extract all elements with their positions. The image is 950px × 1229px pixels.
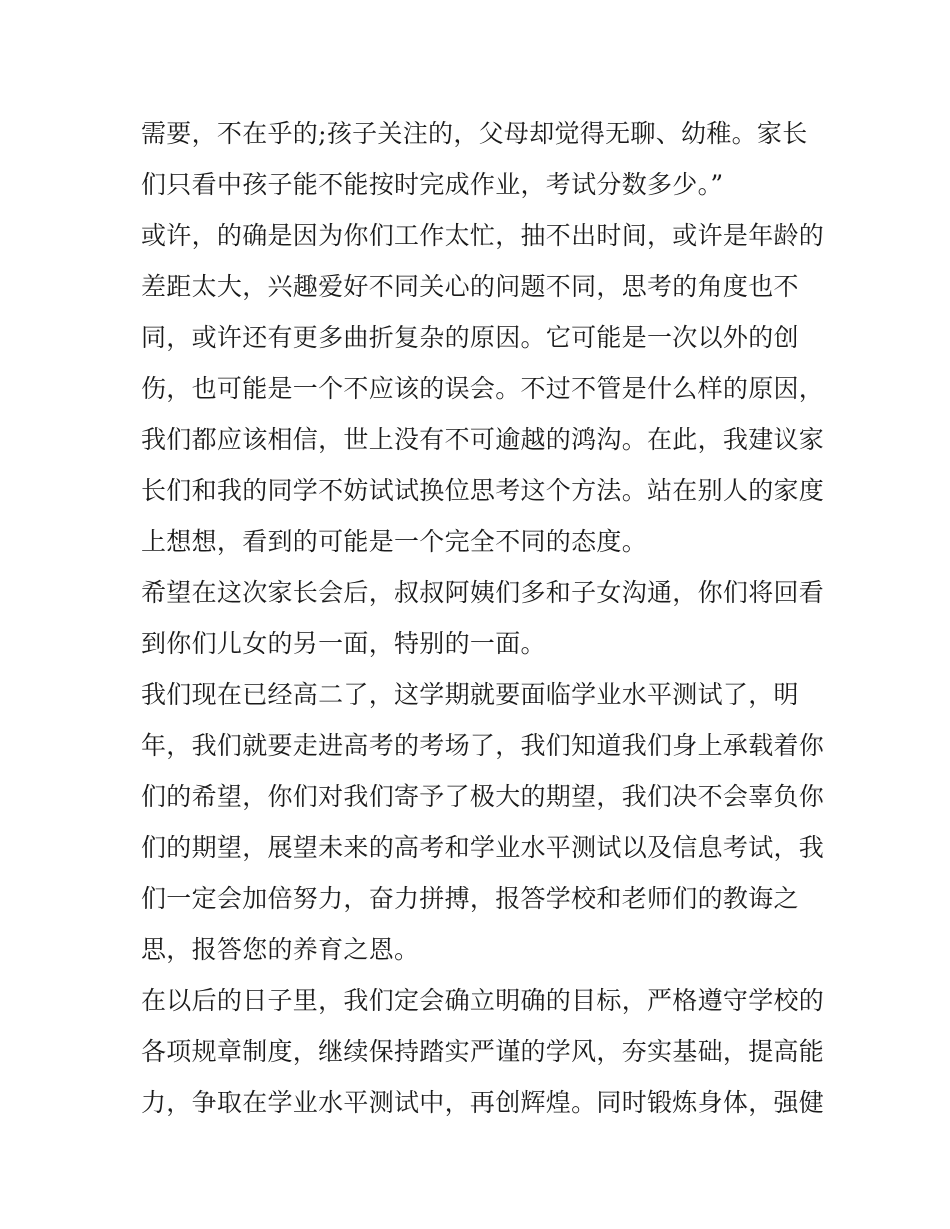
- text-line: 我们都应该相信，世上没有不可逾越的鸿沟。在此，我建议家: [141, 425, 825, 454]
- text-line: 们的希望，你们对我们寄予了极大的期望，我们决不会辜负你: [141, 782, 825, 811]
- text-line: 同，或许还有更多曲折复杂的原因。它可能是一次以外的创: [141, 323, 799, 352]
- text-line: 思，报答您的养育之恩。: [141, 935, 420, 964]
- text-line: 我们现在已经高二了，这学期就要面临学业水平测试了，明: [141, 680, 799, 709]
- body-text: [141, 108, 831, 1128]
- text-line: 长们和我的同学不妨试试换位思考这个方法。站在别人的家度: [141, 476, 825, 505]
- text-line: 伤，也可能是一个不应该的误会。不过不管是什么样的原因，: [141, 374, 825, 403]
- text-line: 力，争取在学业水平测试中，再创辉煌。同时锻炼身体，强健: [141, 1088, 825, 1117]
- text-line: 或许，的确是因为你们工作太忙，抽不出时间，或许是年龄的: [141, 221, 825, 250]
- text-line: 们只看中孩子能不能按时完成作业，考试分数多少。”: [141, 170, 724, 199]
- text-line: 们的期望，展望未来的高考和学业水平测试以及信息考试，我: [141, 833, 825, 862]
- text-line: 年，我们就要走进高考的考场了，我们知道我们身上承载着你: [141, 731, 825, 760]
- text-line: 到你们儿女的另一面，特别的一面。: [141, 629, 546, 658]
- text-line: 们一定会加倍努力，奋力拼搏，报答学校和老师们的教诲之: [141, 884, 799, 913]
- text-line: 需要，不在乎的;孩子关注的，父母却觉得无聊、幼稚。家长: [141, 119, 808, 148]
- text-line: 希望在这次家长会后，叔叔阿姨们多和子女沟通，你们将回看: [141, 578, 825, 607]
- text-line: 上想想，看到的可能是一个完全不同的态度。: [141, 527, 648, 556]
- text-line: 各项规章制度，继续保持踏实严谨的学风，夯实基础，提高能: [141, 1037, 825, 1066]
- text-line: 在以后的日子里，我们定会确立明确的目标，严格遵守学校的: [141, 986, 825, 1015]
- text-line: 差距太大，兴趣爱好不同关心的问题不同，思考的角度也不: [141, 272, 799, 301]
